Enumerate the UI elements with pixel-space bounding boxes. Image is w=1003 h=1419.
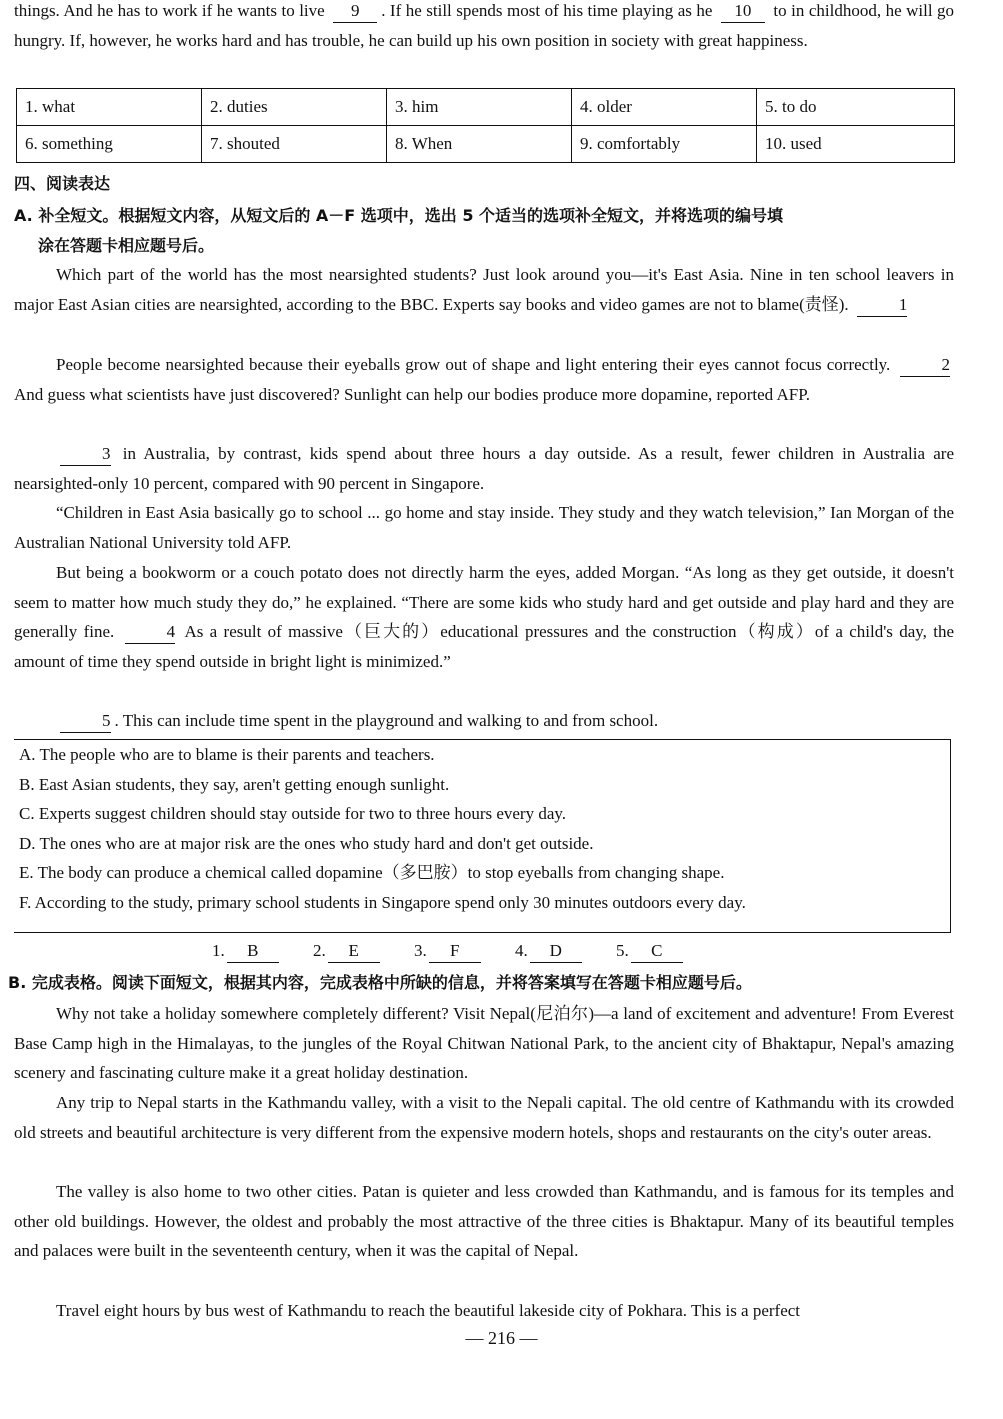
answer-number: 2. (313, 941, 326, 960)
option-d: D. The ones who are at major risk are the ones who study hard and don't get outside. (19, 833, 594, 853)
answer-value: D (530, 940, 582, 963)
answer-number: 4. (515, 941, 528, 960)
option-e: E. The body can produce a chemical called dopamine（多巴胺）to stop eyeballs from changing shape. (19, 863, 725, 882)
option-c: C. Experts suggest children should stay outside for two to three hours every day. (19, 804, 567, 823)
passage-a-paragraph-4 (14, 498, 954, 557)
table-cell: 3. him (387, 89, 572, 126)
page-number: — 216 — (465, 1328, 538, 1348)
table-row (17, 89, 955, 126)
options-box (14, 739, 951, 933)
blank-9: 9 (333, 0, 377, 23)
answer-key-row (212, 940, 713, 963)
table-cell: 2. duties (202, 89, 387, 126)
answer-item (313, 941, 382, 960)
option-f: F. According to the study, primary school students in Singapore spend only 30 minutes outdoors every day. (19, 892, 746, 912)
table-cell: 4. older (572, 89, 757, 126)
answer-item (212, 941, 281, 960)
answer-value: E (328, 940, 380, 963)
passage-b-paragraph-4: Travel eight hours by bus west of Kathmandu to reach the beautiful lakeside city of Pokhara. This is a perfect (56, 1301, 801, 1320)
blank-4: 4 (125, 621, 176, 644)
table-cell: 6. something (17, 126, 202, 163)
passage-a-paragraph-2 (14, 350, 954, 409)
table-cell: 8. When (387, 126, 572, 163)
passage-b-paragraph-3: The valley is also home to two other cities. Patan is quieter and less crowded than Kathmandu, and is famous for its temples and other old buildings. However, the oldest and probably the most attractive of the three cities is Bhaktapur. Many of its beautiful temples and palaces were built in the seventeenth century, when it was the capital of Nepal. (14, 1182, 954, 1260)
paragraph-text: But being a bookworm or a couch potato does not directly harm the eyes, added Morgan. “As long as they get outside, it doesn't seem to matter how much study they do,” he explained. “There are some kids who study hard and get outside and play hard and they are generally fine. (14, 563, 954, 641)
option-b: B. East Asian students, they say, aren't getting enough sunlight. (19, 774, 450, 794)
table-row (17, 126, 955, 163)
table-cell: 10. used (757, 126, 955, 163)
blank-2: 2 (900, 354, 951, 377)
blank-1: 1 (857, 294, 908, 317)
blank-3: 3 (60, 443, 111, 466)
answer-number: 3. (414, 941, 427, 960)
top-paragraph (14, 0, 954, 55)
paragraph-text: . This can include time spent in the playground and walking to and from school. (114, 711, 659, 730)
passage-a-paragraph-6 (14, 706, 954, 736)
answer-number: 5. (616, 941, 629, 960)
option-a: A. The people who are to blame is their parents and teachers. (19, 745, 435, 764)
passage-b-paragraph-2: Any trip to Nepal starts in the Kathmandu valley, with a visit to the Nepali capital. The old centre of Kathmandu with its crowded old streets and beautiful architecture is very different from the expensive modern hotels, shops and restaurants on the city's outer areas. (14, 1093, 954, 1142)
part-a-instruction-line2: 涂在答题卡相应题号后。 (38, 236, 215, 255)
table-cell: 5. to do (757, 89, 955, 126)
table-cell: 1. what (17, 89, 202, 126)
passage-a-paragraph-3 (14, 439, 954, 498)
answer-value: F (429, 940, 481, 963)
answer-value: B (227, 940, 279, 963)
passage-a-paragraph-5 (14, 558, 954, 676)
paragraph-text: People become nearsighted because their eyeballs grow out of shape and light entering their eyes cannot focus correctly. (56, 355, 891, 374)
paragraph-text: Which part of the world has the most nearsighted students? Just look around you—it's East Asia. Nine in ten school leavers in major East Asian cities are nearsighted, according to the BBC. Experts say books and video games are not to blame(责怪). (14, 265, 954, 314)
table-cell: 9. comfortably (572, 126, 757, 163)
paragraph-text: As a result of massive（巨大的）educational pressures and the construction（构成）of a child's day, the amount of time they spend outside in bright light is minimized.” (14, 622, 955, 671)
paragraph-text: “Children in East Asia basically go to school ... go home and stay inside. They study and they watch television,” Ian Morgan of the Australian National University told AFP. (14, 503, 954, 552)
answer-item (515, 941, 584, 960)
section-heading: 四、阅读表达 (14, 174, 111, 193)
top-text-1c: to in (773, 1, 805, 20)
answer-value: C (631, 940, 683, 963)
answer-table (16, 88, 955, 163)
answer-number: 1. (212, 941, 225, 960)
passage-a-paragraph-1 (14, 260, 954, 319)
table-cell: 7. shouted (202, 126, 387, 163)
paragraph-text: And guess what scientists have just discovered? Sunlight can help our bodies produce more dopamine, reported AFP. (14, 384, 811, 404)
top-text-1a: things. And he has to work if he wants to live (14, 1, 325, 20)
part-b-instruction: B. 完成表格。阅读下面短文，根据其内容，完成表格中所缺的信息，并将答案填写在答题卡相应题号后。 (8, 973, 752, 992)
blank-5: 5 (60, 710, 111, 733)
paragraph-text: in Australia, by contrast, kids spend about three hours a day outside. As a result, fewer children in Australia are nearsighted-only 10 percent, compared with 90 percent in Singapore. (14, 444, 955, 493)
answer-item (414, 941, 483, 960)
part-a-instruction (14, 201, 959, 261)
passage-b-paragraph-1: Why not take a holiday somewhere completely different? Visit Nepal(尼泊尔)—a land of excitement and adventure! From Everest Base Camp high in the Himalayas, to the jungles of the Royal Chitwan National Park, to the ancient city of Bhaktapur, Nepal's amazing scenery and fascinating culture make it a great holiday destination. (14, 1004, 954, 1082)
top-text-1b: . If he still spends most of his time playing as he (381, 1, 713, 20)
answer-item (616, 941, 685, 960)
top-text-rest: childhood, he will go hungry. If, however, he works hard and has trouble, he can build up his own position in society with great happiness. (14, 1, 955, 50)
blank-10: 10 (721, 0, 765, 23)
part-a-instruction-line1: A. 补全短文。根据短文内容，从短文后的 A－F 选项中，选出 5 个适当的选项补全短文，并将选项的编号填 (14, 206, 784, 225)
